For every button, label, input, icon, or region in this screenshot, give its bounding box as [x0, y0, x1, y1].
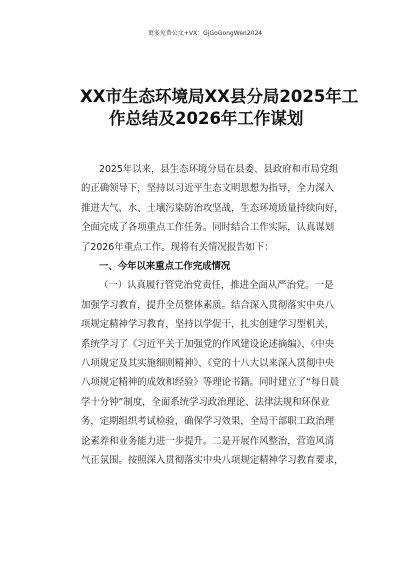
- section-heading: 一、今年以来重点工作完成情况: [99, 261, 231, 273]
- paragraph-line: 系统学习了《习近平关于加强党的作风建设论述摘编》、《中央: [81, 338, 335, 350]
- document-body: [81, 160, 356, 471]
- title-line-2: 作总结及2026年工作谋划: [109, 109, 304, 128]
- document-title: [80, 86, 380, 130]
- section-paragraph: [81, 276, 356, 470]
- paragraph-line: 学十分钟”制度，全面系统学习政治理论、法律法规和环保业: [81, 396, 330, 408]
- paragraph-line: 八项规定精神的成效和经验》等理论书籍。同时建立了“每日晨: [81, 377, 339, 389]
- paragraph-line: 全面完成了各项重点工作任务。同时结合工作实际，认真谋划: [81, 222, 335, 234]
- paragraph-line: 加强学习教育，提升全员整体素质。结合深入贯彻落实中央八: [81, 299, 335, 311]
- paragraph-line: （一）认真履行管党治党责任，推进全面从严治党。一是: [99, 280, 334, 292]
- intro-paragraph: [81, 160, 356, 257]
- paragraph-line: 推进大气、水、土壤污染防治攻坚战，生态环境质量持续向好，: [81, 202, 344, 214]
- paragraph-line: 论素养和业务能力进一步提升。二是开展作风整治，营造风清: [81, 435, 335, 447]
- paragraph-line: 务，定期组织考试检验，确保学习效果，全局干部职工政治理: [81, 416, 335, 428]
- paragraph-line: 的正确领导下，坚持以习近平生态文明思想为指导，全力深入: [81, 183, 335, 195]
- paragraph-line: 八项规定及其实施细则精神》、《党的十八大以来深入贯彻中央: [81, 358, 335, 370]
- title-line-1: XX市生态环境局XX县分局2025年工: [80, 87, 359, 106]
- paragraph-line: 2025年以来，县生态环境分局在县委、县政府和市局党组: [99, 164, 339, 175]
- header-note: 更多免费公文+VX：GjGoGongWen2024: [147, 30, 263, 37]
- paragraph-line: 了2026年重点工作。现将有关情况报告如下：: [81, 241, 274, 253]
- paragraph-line: 项规定精神学习教育，坚持以学促干，扎实创建学习型机关，: [81, 319, 335, 331]
- paragraph-line: 气正氛围。按照深入贯彻落实中央八项规定精神学习教育要求，: [81, 455, 344, 467]
